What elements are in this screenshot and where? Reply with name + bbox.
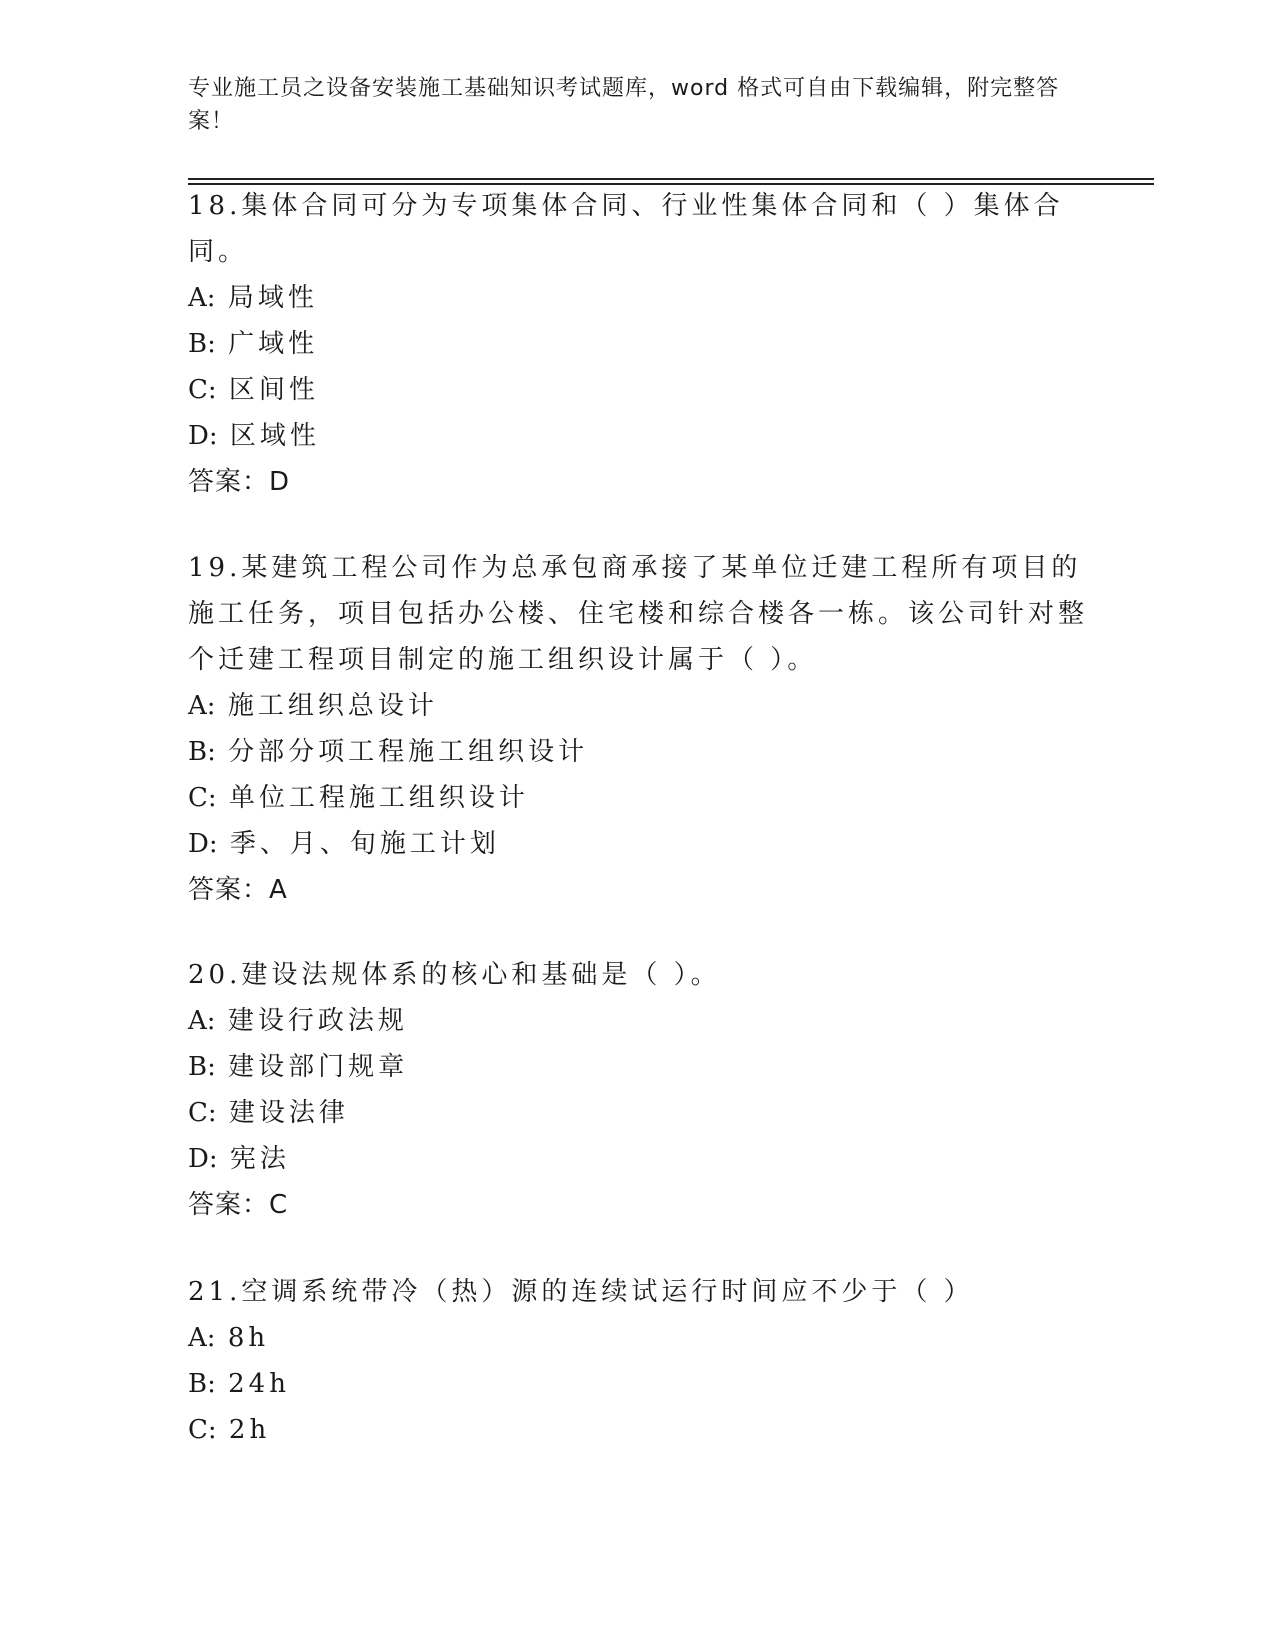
question-21 (188, 1269, 1088, 1453)
option-letter: B: (188, 1052, 216, 1082)
option-c (188, 775, 1088, 821)
option-text: 建设部门规章 (228, 1052, 409, 1082)
option-text: 区间性 (228, 375, 319, 405)
option-d (188, 1136, 1088, 1182)
option-b (188, 729, 1088, 775)
option-a (188, 998, 1088, 1044)
option-letter: B: (188, 737, 216, 767)
option-letter: D: (188, 421, 218, 451)
option-text: 分部分项工程施工组织设计 (228, 737, 589, 767)
option-b (188, 1361, 1088, 1407)
option-a (188, 1315, 1088, 1361)
answer: 答案：D (188, 467, 291, 497)
option-letter: A: (188, 283, 216, 313)
option-letter: A: (188, 1323, 216, 1353)
option-letter: C: (188, 783, 217, 813)
answer: 答案：C (188, 1190, 289, 1220)
option-letter: D: (188, 1144, 218, 1174)
option-text: 广域性 (228, 329, 319, 359)
option-text: 2h (228, 1415, 271, 1445)
option-text: 建设行政法规 (227, 1006, 408, 1036)
option-a (188, 683, 1088, 729)
question-20 (188, 952, 1088, 1228)
option-text: 局域性 (227, 283, 318, 313)
option-c (188, 1090, 1088, 1136)
option-letter: B: (188, 1369, 216, 1399)
question-stem: 19.某建筑工程公司作为总承包商承接了某单位迁建工程所有项目的施工任务，项目包括办公楼、住宅楼和综合楼各一栋。该公司针对整个迁建工程项目制定的施工组织设计属于（ ）。 (188, 553, 1089, 675)
option-b (188, 321, 1088, 367)
option-c (188, 367, 1088, 413)
option-letter: C: (188, 1415, 217, 1445)
option-text: 建设法律 (228, 1098, 349, 1128)
option-letter: A: (188, 1006, 216, 1036)
question-stem: 20.建设法规体系的核心和基础是（ ）。 (188, 960, 721, 990)
option-text: 施工组织总设计 (227, 691, 438, 721)
option-letter: C: (188, 375, 217, 405)
option-text: 8h (227, 1323, 270, 1353)
question-19 (188, 545, 1088, 913)
option-text: 24h (228, 1369, 290, 1399)
option-a (188, 275, 1088, 321)
question-18 (188, 183, 1088, 505)
option-c (188, 1407, 1088, 1453)
option-d (188, 821, 1088, 867)
option-letter: B: (188, 329, 216, 359)
option-letter: A: (188, 691, 216, 721)
document-header: 专业施工员之设备安装施工基础知识考试题库，word 格式可自由下载编辑，附完整答案！ (188, 76, 1060, 134)
option-letter: D: (188, 829, 218, 859)
option-text: 宪法 (229, 1144, 290, 1174)
question-stem: 21.空调系统带冷（热）源的连续试运行时间应不少于（ ） (188, 1277, 974, 1307)
option-text: 季、月、旬施工计划 (229, 829, 500, 859)
option-text: 单位工程施工组织设计 (228, 783, 529, 813)
option-letter: C: (188, 1098, 217, 1128)
header-divider-top (188, 178, 1154, 180)
answer: 答案：A (188, 875, 288, 905)
option-text: 区域性 (229, 421, 320, 451)
option-b (188, 1044, 1088, 1090)
question-stem: 18.集体合同可分为专项集体合同、行业性集体合同和（ ）集体合同。 (188, 191, 1064, 267)
option-d (188, 413, 1088, 459)
